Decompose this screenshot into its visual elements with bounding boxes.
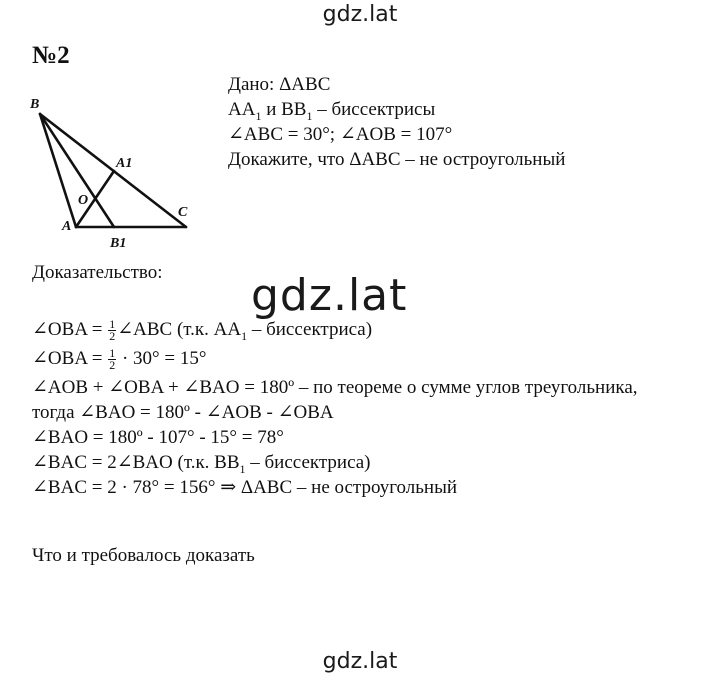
given-block [228,72,565,172]
proof-step-7: ∠BAC = 2 · 78° = 156° ⇒ ΔABC – не остроугольный [32,477,458,498]
watermark-bottom: gdz.lat [322,649,398,674]
watermark-middle: gdz.lat [251,270,408,321]
proof-step-5: ∠BAO = 180º - 107° - 15° = 78° [32,427,284,448]
proof-step-2: ∠OBA = $\frac{1}{2}$ · 30° = 15° [32,346,207,373]
label-a1: A1 [116,156,133,171]
fraction-half: $\frac{1}{2}$ [109,317,116,344]
problem-number: №2 [32,42,70,69]
label-b1: B1 [110,236,127,251]
label-b: B [30,97,40,112]
proof-step-1: ∠OBA = $\frac{1}{2}$ ∠ABC (т.к. $AA_1$ – биссектриса) [32,317,373,344]
proof-step-4: тогда ∠BAO = 180º - ∠AOB - ∠OBA [32,402,334,423]
proof-conclusion: Что и требовалось доказать [32,545,255,566]
label-c: C [178,205,188,220]
proof-step-6: ∠BAC = 2∠BAO (т.к. $BB_1$ – биссектриса) [32,452,371,476]
given-task: Докажите, что ΔABC – не остроугольный [228,149,566,170]
triangle-diagram [28,92,228,257]
label-o: O [78,193,89,208]
label-a: A [62,219,72,234]
given-angles: ∠ABC = 30°; ∠AOB = 107° [228,124,453,145]
given-triangle: Дано: ΔABC [228,74,331,95]
bisector-bb1 [40,114,114,227]
watermark-top: gdz.lat [322,2,398,27]
proof-step-3: ∠AOB + ∠OBA + ∠BAO = 180º – по теореме о сумме углов треугольника, [32,377,638,398]
given-bisectors: $AA_1$ и $BB_1$ – биссектрисы [228,99,436,123]
fraction-half: $\frac{1}{2}$ [109,346,116,373]
side-ab [40,114,76,227]
proof-heading: Доказательство: [32,262,163,283]
